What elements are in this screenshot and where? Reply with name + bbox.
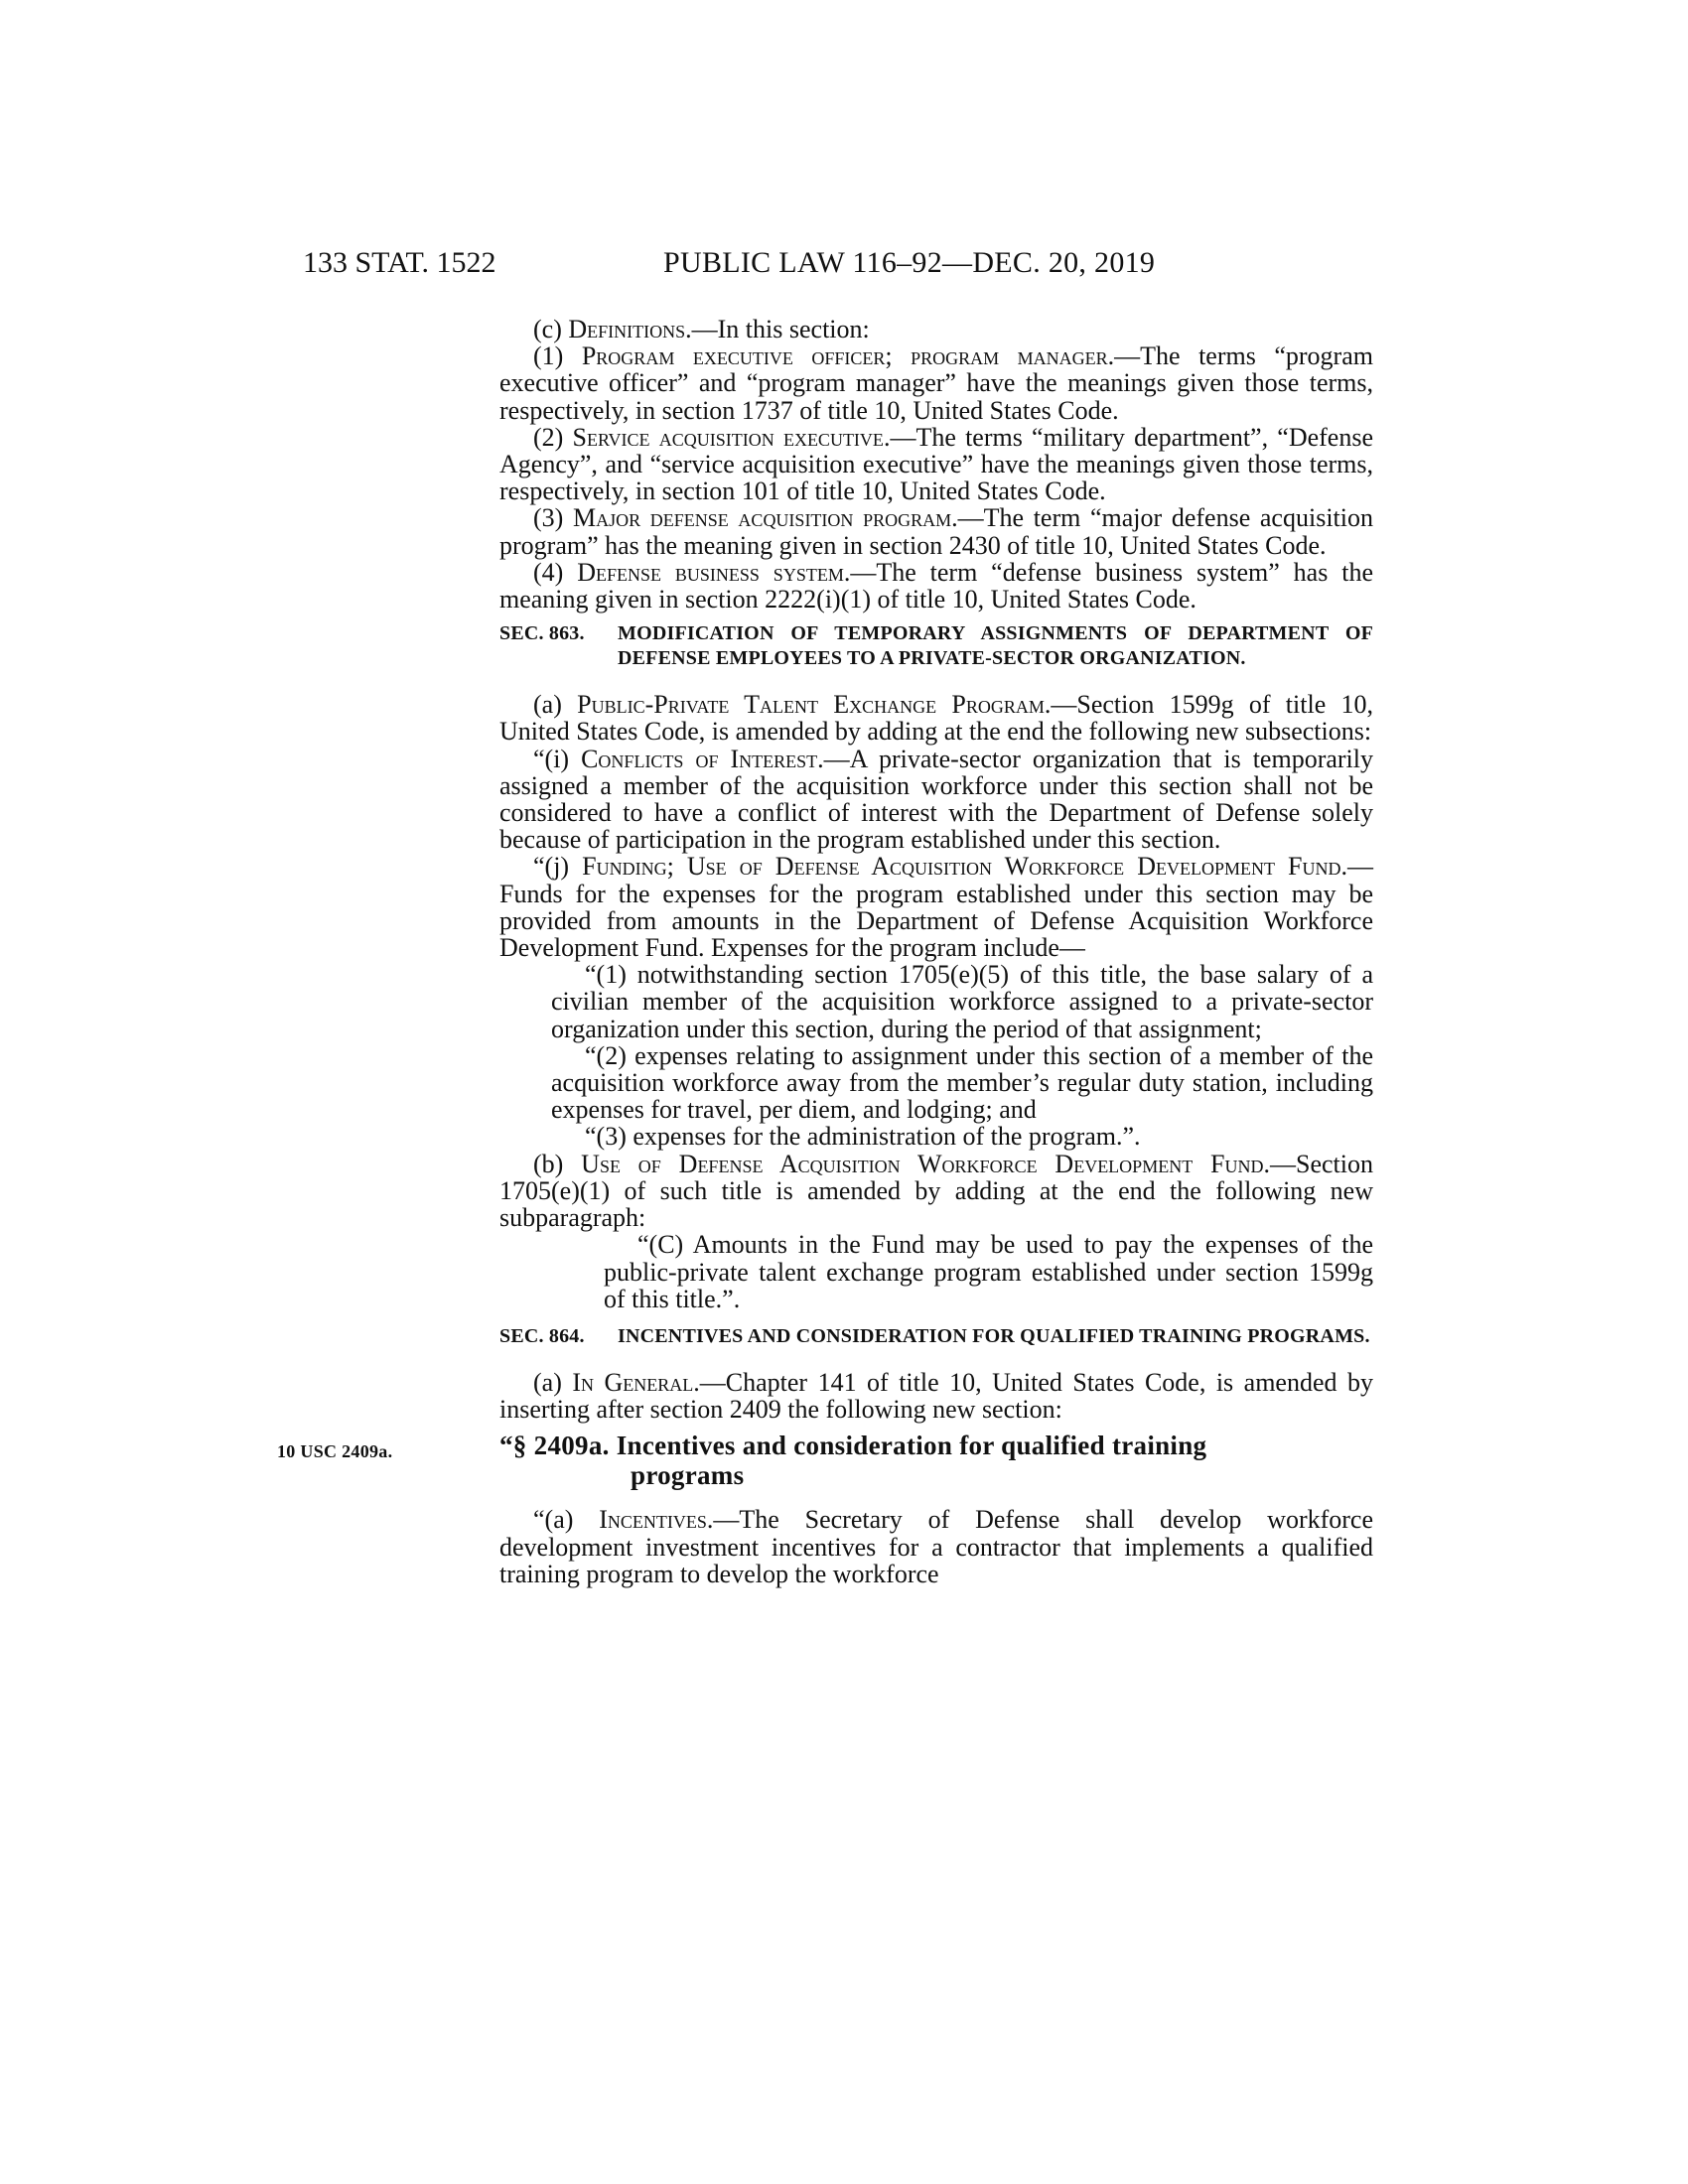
new-section-subsection-a: “(a) Incentives.—The Secretary of Defense shall develop workforce development investment incentives for a contractor that implements a qualified training program to develop the workforce [499,1505,1373,1588]
section-863-heading [499,621,1373,671]
section-title: MODIFICATION OF TEMPORARY ASSIGNMENTS OF DEPARTMENT OF DEFENSE EMPLOYEES TO A PRIVATE-SECTOR ORGANIZATION. [618,622,1373,670]
subparagraph-C: “(C) Amounts in the Fund may be used to pay the expenses of the public-private talent exchange program established under section 1599g of this title.”. [604,1230,1373,1313]
stat-page-number: 133 STAT. 1522 [303,246,496,279]
definition-paragraph: (4) Defense business system.—The term “defense business system” has the meaning given in section 2222(i)(1) of title 10, United States Code. [499,557,1373,614]
definition-paragraph: (2) Service acquisition executive.—The terms “military department”, “Defense Agency”, and “service acquisition executive” have the meanings given those terms, respectively, in section 101 of title 10, United States Code. [499,422,1374,506]
subsection-i: “(i) Conflicts of Interest.—A private-sector organization that is temporarily assigned a member of the acquisition workforce under this section shall not be considered to have a conflict of interest with the Department of Defense solely because of participation in the program established under this section. [499,744,1373,855]
section-number: SEC. 864. [499,1324,585,1347]
section-title: INCENTIVES AND CONSIDERATION FOR QUALIFIED TRAINING PROGRAMS. [618,1324,1370,1347]
public-law-citation: PUBLIC LAW 116–92—DEC. 20, 2019 [663,246,1156,279]
page-header [0,246,1688,286]
usc-margin-note: 10 USC 2409a. [277,1441,393,1462]
section-number: SEC. 863. [499,622,585,645]
subsection-j: “(j) Funding; Use of Defense Acquisition Workforce Development Fund.—Funds for the expenses for the program established under this section may be provided from amounts in the Department of Defense Acquisition Workforce Development Fund. Expenses for the program include— [499,852,1373,963]
paragraph-j1: “(1) notwithstanding section 1705(e)(5) of this title, the base salary of a civilian member of the acquisition workforce assigned to a private-sector organization under this section, during the period of that assignment; [551,960,1373,1043]
definition-paragraph: (3) Major defense acquisition program.—The term “major defense acquisition program” has the meaning given in section 2430 of title 10, United States Code. [499,503,1373,560]
definitions-intro: (c) Definitions.—In this section: [533,315,870,343]
paragraph-j2: “(2) expenses relating to assignment under this section of a member of the acquisition workforce away from the member’s regular duty station, including expenses for travel, per diem, and lodging; and [551,1040,1373,1125]
new-section-2409a-heading: 10 USC 2409a. “§ 2409a. Incentives and consideration for qualified training programs [277,1431,1207,1491]
document-body [277,315,1374,1588]
section-864-heading [499,1324,1373,1349]
paragraph-j3: “(3) expenses for the administration of the program.”. [585,1122,1141,1152]
subsection-b: (b) Use of Defense Acquisition Workforce Development Fund.—Section 1705(e)(1) of such title is amended by adding at the end the following new subparagraph: [499,1149,1373,1233]
subsection-a: (a) In General.—Chapter 141 of title 10, United States Code, is amended by inserting after section 2409 the following new section: [499,1367,1373,1425]
definition-paragraph: (1) Program executive officer; program manager.—The terms “program executive officer” and “program manager” have the meanings given those terms, respectively, in section 1737 of title 10, United States Code. [499,341,1373,425]
subsection-a: (a) Public-Private Talent Exchange Program.—Section 1599g of title 10, United States Code, is amended by adding at the end the following new subsections: [499,690,1373,747]
